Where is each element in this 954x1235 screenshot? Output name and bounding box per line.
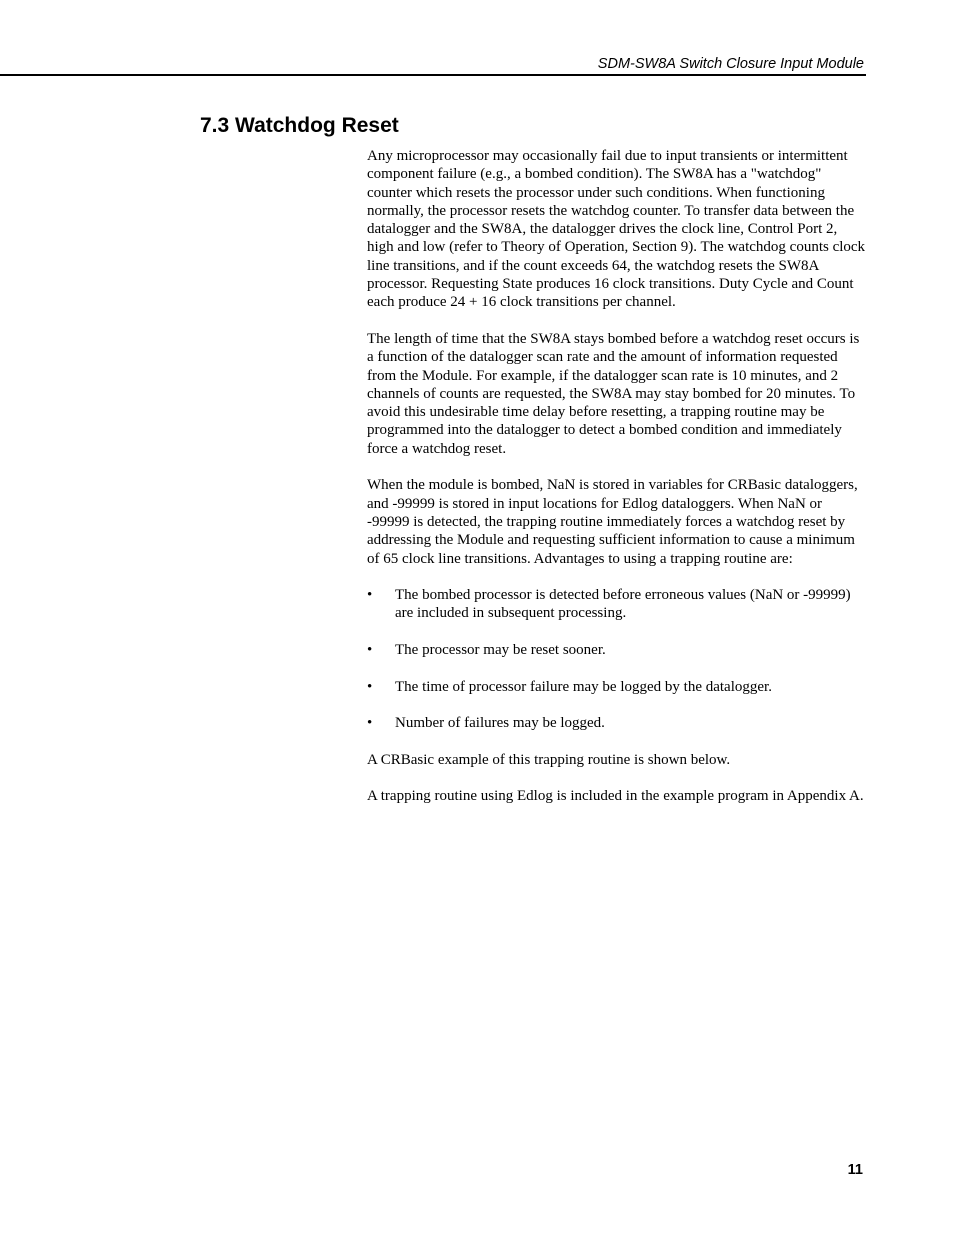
list-item	[367, 714, 867, 732]
list-item	[367, 586, 867, 623]
list-item-text: The bombed processor is detected before erroneous values (NaN or -99999) are included in subsequent processing.	[395, 587, 851, 622]
paragraph-bombed-duration: The length of time that the SW8A stays bombed before a watchdog reset occurs is a function of the datalogger scan rate and the amount of information requested from the Module. For example, if the datalogger scan rate is 10 minutes, and 2 channels of counts are requested, the SW8A may stay bombed for 20 minutes. To avoid this undesirable time delay before resetting, a trapping routine may be programmed into the datalogger to detect a bombed condition and immediately force a watchdog reset.	[367, 330, 860, 457]
list-item	[367, 641, 867, 659]
paragraph-trapping-routine: When the module is bombed, NaN is stored in variables for CRBasic dataloggers, and -99999 is stored in input locations for Edlog dataloggers. When NaN or -99999 is detected, the trapping routine immediately forces a watchdog reset by addressing the Module and requesting sufficient information to cause a minimum of 65 clock line transitions. Advantages to using a trapping routine are:	[367, 477, 858, 567]
section-title: 7.3 Watchdog Reset	[200, 114, 399, 137]
list-item-text: The processor may be reset sooner.	[395, 642, 606, 659]
list-item	[367, 678, 867, 696]
paragraph-crbasic-example: A CRBasic example of this trapping routine is shown below.	[367, 751, 731, 768]
body-text	[367, 147, 867, 824]
paragraph-intro: Any microprocessor may occasionally fail due to input transients or intermittent component failure (e.g., a bombed condition). The SW8A has a "watchdog" counter which resets the processor under such conditions. When functioning normally, the processor resets the watchdog counter. To transfer data between the datalogger and the SW8A, the datalogger drives the clock line, Control Port 2, high and low (refer to Theory of Operation, Section 9). The watchdog counts clock line transitions, and if the count exceeds 64, the watchdog resets the SW8A processor. Requesting State produces 16 clock transitions. Duty Cycle and Count each produce 24 + 16 clock transitions per channel.	[367, 148, 866, 311]
bullet-icon: •	[367, 715, 373, 732]
bullet-icon: •	[367, 642, 373, 659]
advantages-list	[367, 586, 867, 732]
bullet-icon: •	[367, 678, 373, 695]
list-item-text: The time of processor failure may be logged by the datalogger.	[395, 678, 772, 695]
paragraph-edlog-appendix: A trapping routine using Edlog is included in the example program in Appendix A.	[367, 788, 864, 805]
list-item-text: Number of failures may be logged.	[395, 715, 605, 732]
page-number: 11	[847, 1162, 863, 1178]
header-rule	[0, 74, 866, 76]
bullet-icon: •	[367, 587, 373, 604]
running-header: SDM-SW8A Switch Closure Input Module	[597, 56, 864, 72]
